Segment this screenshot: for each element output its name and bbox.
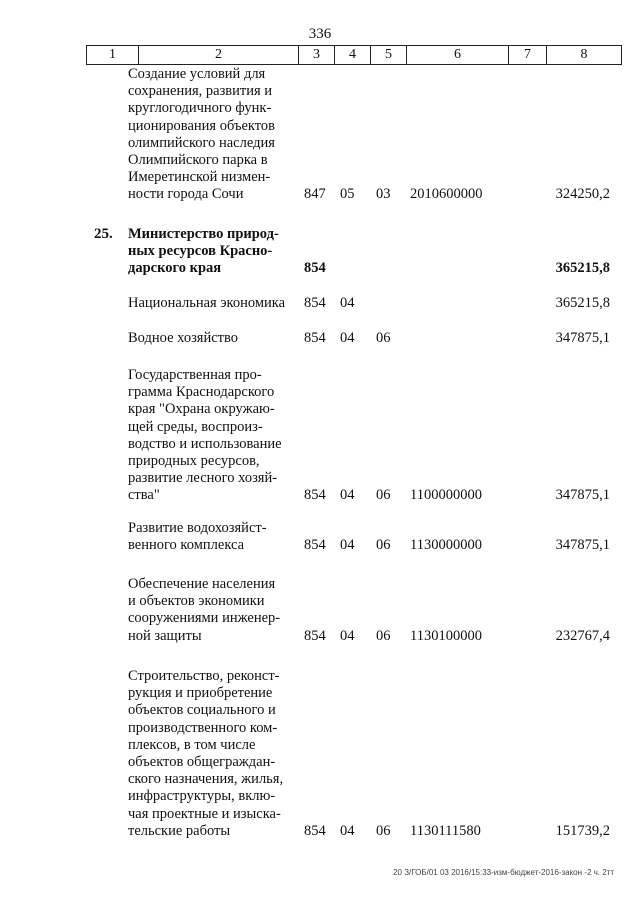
description-line: ционирования объектов [128, 117, 275, 134]
header-col-4: 4 [334, 46, 370, 64]
description-line: Олимпийского парка в [128, 152, 268, 169]
row-description [128, 66, 292, 204]
code-subsection: 06 [376, 822, 391, 839]
code-section: 04 [340, 537, 355, 554]
description-line: края "Охрана окружаю- [128, 401, 275, 418]
description-line: плексов, в том числе [128, 736, 256, 753]
code-ministry: 854 [304, 537, 326, 554]
description-line: ных ресурсов Красно- [128, 243, 273, 260]
description-line: инфраструктуры, вклю- [128, 788, 276, 805]
description-line: щей среды, воспроиз- [128, 418, 263, 435]
row-number: 25. [94, 226, 113, 242]
description-line: Министерство природ- [128, 226, 279, 242]
description-line: Развитие водохозяйст- [128, 520, 267, 536]
code-target: 1130000000 [410, 537, 482, 554]
table-row [0, 295, 640, 312]
code-subsection: 06 [376, 537, 391, 554]
code-ministry: 847 [304, 186, 326, 203]
row-description [128, 226, 292, 278]
amount: 324250,2 [555, 186, 610, 203]
description-line: производственного ком- [128, 719, 278, 736]
header-col-7: 7 [508, 46, 546, 64]
code-subsection: 06 [376, 627, 391, 644]
code-ministry: 854 [304, 260, 326, 277]
amount: 365215,8 [555, 294, 610, 311]
description-line: венного комплекса [128, 537, 245, 554]
code-ministry: 854 [304, 329, 326, 346]
code-subsection: 03 [376, 186, 391, 203]
description-line: ского назначения, жилья, [128, 771, 284, 788]
code-subsection: 06 [376, 329, 391, 346]
description-line: природных ресурсов, [128, 453, 260, 470]
description-line: ной защиты [128, 627, 202, 644]
row-description [128, 330, 292, 347]
description-line: объектов общеграждан- [128, 754, 276, 771]
code-section: 04 [340, 329, 355, 346]
page-number: 336 [308, 26, 332, 42]
description-line: ности города Сочи [128, 186, 244, 203]
description-line: Имеретинской низмен- [128, 169, 271, 186]
table-row [0, 576, 640, 645]
description-line: водство и использование [128, 435, 282, 452]
code-ministry: 854 [304, 627, 326, 644]
description-line: круглогодичного функ- [128, 100, 272, 117]
description-line: Строительство, реконст- [128, 668, 280, 684]
code-target: 1100000000 [410, 487, 482, 504]
description-line: чая проектные и изыска- [128, 805, 281, 822]
description-line: тельские работы [128, 822, 231, 839]
table-header [86, 45, 622, 65]
description-line: сохранения, развития и [128, 83, 273, 100]
description-line: Создание условий для [128, 66, 266, 82]
header-col-6: 6 [406, 46, 508, 64]
header-col-2: 2 [138, 46, 298, 64]
description-line: сооружениями инженер- [128, 610, 281, 627]
code-ministry: 854 [304, 822, 326, 839]
description-line: олимпийского наследия [128, 134, 275, 151]
description-line: и объектов экономики [128, 593, 265, 610]
description-line: развитие лесного хозяй- [128, 470, 278, 487]
code-ministry: 854 [304, 294, 326, 311]
header-col-5: 5 [370, 46, 406, 64]
code-target: 1130100000 [410, 627, 482, 644]
description-line: Обеспечение населения [128, 576, 276, 592]
amount: 347875,1 [555, 537, 610, 554]
description-line: дарского края [128, 260, 222, 277]
description-line: ства" [128, 487, 160, 504]
amount: 347875,1 [555, 487, 610, 504]
code-subsection: 06 [376, 487, 391, 504]
code-section: 05 [340, 186, 355, 203]
row-description [128, 367, 292, 505]
description-line: рукция и приобретение [128, 685, 273, 702]
row-description [128, 295, 292, 312]
amount: 232767,4 [555, 627, 610, 644]
description-line: грамма Краснодарского [128, 384, 275, 401]
header-col-1: 1 [86, 46, 138, 64]
code-section: 04 [340, 822, 355, 839]
description-line: Национальная экономика [128, 295, 286, 311]
amount: 347875,1 [555, 329, 610, 346]
table-row [0, 226, 640, 278]
code-target: 1130111580 [410, 822, 481, 839]
amount: 365215,8 [555, 260, 610, 277]
header-col-3: 3 [298, 46, 334, 64]
table-row [0, 330, 640, 347]
code-ministry: 854 [304, 487, 326, 504]
code-section: 04 [340, 627, 355, 644]
header-col-8: 8 [546, 46, 622, 64]
table-row [0, 668, 640, 840]
row-description [128, 668, 292, 840]
amount: 151739,2 [555, 822, 610, 839]
description-line: Водное хозяйство [128, 330, 239, 346]
code-section: 04 [340, 294, 355, 311]
table-row [0, 66, 640, 204]
description-line: объектов социального и [128, 702, 276, 719]
description-line: Государственная про- [128, 367, 262, 383]
row-description [128, 520, 292, 554]
table-row [0, 520, 640, 554]
table-row [0, 367, 640, 505]
code-section: 04 [340, 487, 355, 504]
row-description [128, 576, 292, 645]
code-target: 2010600000 [410, 186, 483, 203]
document-footer: 20 З/ГОБ/01 03 2016/15:33-изм-бюджет-2016-закон -2 ч. 2тт [393, 868, 614, 877]
